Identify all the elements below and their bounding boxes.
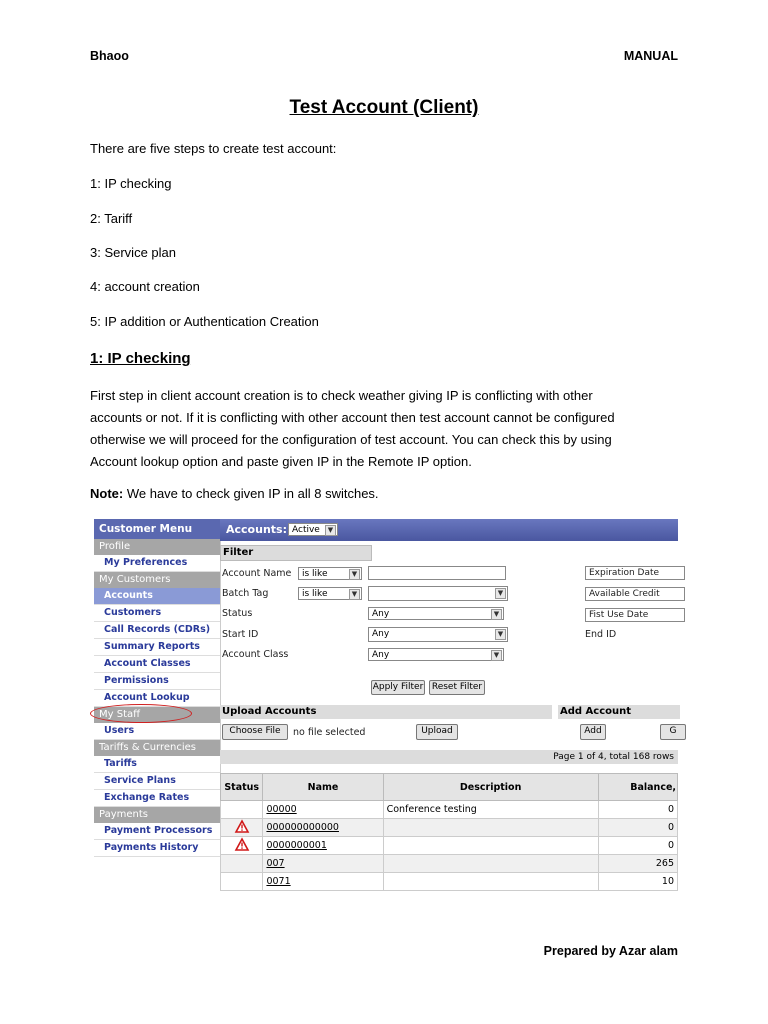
chevron-down-icon: ▼ [325,525,336,536]
footer: Prepared by Azar alam [543,944,678,958]
available-credit-field[interactable]: Available Credit [585,587,685,601]
add-button[interactable]: Add [580,724,606,740]
status-cell [221,873,263,891]
warning-icon [235,820,249,836]
menu-item-account-lookup[interactable]: Account Lookup [94,690,220,707]
header-left: Bhaoo [90,49,129,63]
table-row [221,837,678,855]
menu-item-summary-reports[interactable]: Summary Reports [94,639,220,656]
name-cell [263,819,383,837]
name-cell [263,873,383,891]
account-name-label: Account Name [222,568,292,579]
chevron-down-icon: ▼ [495,629,506,640]
chevron-down-icon: ▼ [491,650,502,661]
header-right: MANUAL [623,49,678,63]
accounts-status-value: Active [292,525,320,535]
account-name-op-value: is like [302,569,328,579]
page-info: Page 1 of 4, total 168 rows [220,750,678,764]
batch-tag-select[interactable] [368,586,508,601]
account-name-link[interactable]: 0000000001 [266,840,327,851]
customer-menu-head: Customer Menu [94,519,220,539]
menu-rows [94,539,220,857]
menu-item-payment-processors[interactable]: Payment Processors [94,823,220,840]
menu-item-permissions[interactable]: Permissions [94,673,220,690]
account-name-op-select[interactable] [298,567,362,580]
status-cell [221,819,263,837]
menu-item-tariffs[interactable]: Tariffs [94,756,220,773]
account-name-link[interactable]: 00000 [266,804,297,815]
batch-tag-op-value: is like [302,589,328,599]
status-cell [221,801,263,819]
filter-heading: Filter [220,545,372,561]
accounts-table [220,773,678,891]
balance-cell: 265 [598,855,677,873]
note [90,486,379,501]
balance-cell: 10 [598,873,677,891]
menu-item-account-classes[interactable]: Account Classes [94,656,220,673]
start-id-select[interactable] [368,627,508,642]
table-header-row [221,774,678,801]
warning-icon [235,838,249,854]
menu-item-call-records-cdrs[interactable]: Call Records (CDRs) [94,622,220,639]
menu-section-payments: Payments [94,807,220,823]
col-status[interactable]: Status [221,774,263,801]
end-id-label: End ID [585,629,617,640]
page-title: Test Account (Client) [289,97,479,118]
chevron-down-icon: ▼ [491,609,502,620]
step-5: 5: IP addition or Authentication Creation [90,314,319,329]
step-1: 1: IP checking [90,176,172,191]
note-text: We have to check given IP in all 8 switches. [123,486,379,501]
accounts-table-body [221,801,678,891]
name-cell [263,855,383,873]
chevron-down-icon: ▼ [349,589,360,600]
menu-item-accounts[interactable]: Accounts [94,588,220,605]
description-cell [383,819,598,837]
table-row [221,855,678,873]
body-line: Account lookup option and paste given IP in the Remote IP option. [90,454,472,469]
status-cell [221,855,263,873]
batch-tag-op-select[interactable] [298,587,362,600]
note-label: Note: [90,486,124,501]
upload-accounts-heading: Upload Accounts [220,705,552,719]
reset-filter-button[interactable]: Reset Filter [429,680,485,695]
add-account-heading: Add Account [558,705,680,719]
intro-text: There are five steps to create test account: [90,141,337,156]
portal-screenshot [94,519,678,887]
account-class-label: Account Class [222,649,289,660]
balance-cell: 0 [598,801,677,819]
account-name-link[interactable]: 0071 [266,876,291,887]
chevron-down-icon: ▼ [349,569,360,580]
accounts-label: Accounts: [226,523,287,536]
no-file-text: no file selected [293,727,366,738]
section-heading: 1: IP checking [90,350,191,367]
menu-section-tariffs-currencies: Tariffs & Currencies [94,740,220,756]
menu-section-my-staff: My Staff [94,707,220,723]
menu-item-service-plans[interactable]: Service Plans [94,773,220,790]
description-cell [383,873,598,891]
balance-cell: 0 [598,819,677,837]
body-paragraph [90,385,690,473]
body-line: accounts or not. If it is conflicting with other account then test account cannot be configured [90,410,615,425]
balance-cell: 0 [598,837,677,855]
upload-button[interactable]: Upload [416,724,458,740]
body-line: otherwise we will proceed for the configuration of test account. You can check this by using [90,432,612,447]
menu-item-exchange-rates[interactable]: Exchange Rates [94,790,220,807]
col-description[interactable]: Description [383,774,598,801]
menu-item-users[interactable]: Users [94,723,220,740]
description-cell [383,855,598,873]
col-name[interactable]: Name [263,774,383,801]
status-select[interactable] [368,607,504,620]
highlight-circle [90,704,192,723]
chevron-down-icon: ▼ [495,588,506,599]
account-name-link[interactable]: 000000000000 [266,822,339,833]
name-cell [263,801,383,819]
g-button[interactable]: G [660,724,686,740]
name-cell [263,837,383,855]
description-cell [383,837,598,855]
status-label: Status [222,608,253,619]
accounts-panel [220,519,678,887]
status-cell [221,837,263,855]
start-id-value: Any [372,629,390,639]
menu-item-my-preferences[interactable]: My Preferences [94,555,220,572]
step-4: 4: account creation [90,279,200,294]
expiration-date-field[interactable]: Expiration Date [585,566,685,580]
menu-section-my-customers: My Customers [94,572,220,588]
account-class-value: Any [372,650,390,660]
table-row [221,819,678,837]
step-3: 3: Service plan [90,245,176,260]
menu-section-profile: Profile [94,539,220,555]
col-balance[interactable]: Balance, [598,774,677,801]
table-row [221,801,678,819]
apply-filter-button[interactable]: Apply Filter [371,680,425,695]
account-name-link[interactable]: 007 [266,858,285,869]
account-class-select[interactable] [368,648,504,661]
start-id-label: Start ID [222,629,259,640]
account-name-input[interactable] [368,566,506,580]
batch-tag-label: Batch Tag [222,588,269,599]
table-row [221,873,678,891]
menu-item-customers[interactable]: Customers [94,605,220,622]
accounts-topbar [220,519,678,541]
choose-file-button[interactable]: Choose File [222,724,288,740]
customer-menu [94,519,221,879]
step-2: 2: Tariff [90,211,133,226]
first-use-date-field[interactable]: Fist Use Date [585,608,685,622]
description-cell: Conference testing [383,801,598,819]
body-line: First step in client account creation is to check weather giving IP is conflicting with other [90,388,593,403]
accounts-status-select[interactable] [288,523,338,536]
menu-item-payments-history[interactable]: Payments History [94,840,220,857]
status-value: Any [372,609,390,619]
